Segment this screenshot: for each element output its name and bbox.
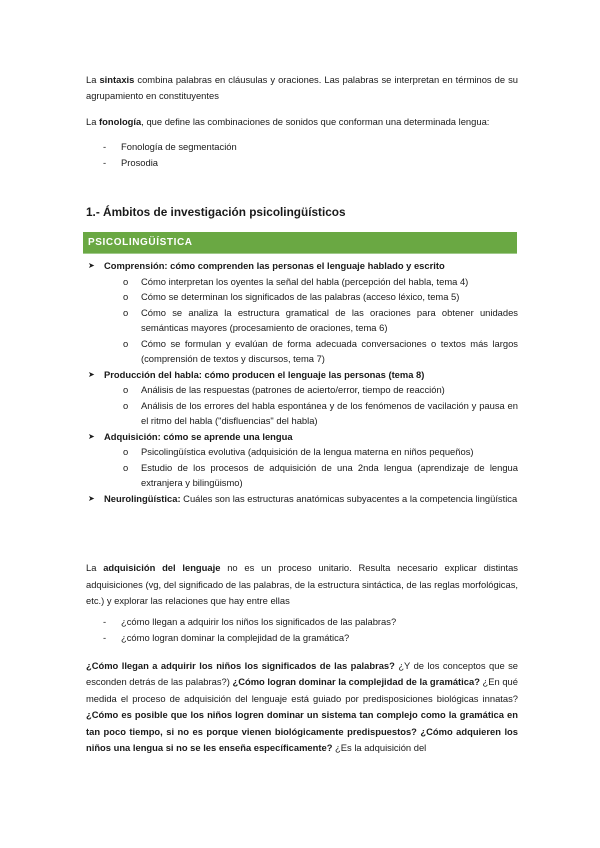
list-item (86, 289, 518, 305)
list-item (86, 274, 518, 290)
sintaxis-text: combina palabras en cláusulas y oraciones. Las palabras se interpretan en términos de su agrupamiento en constituyentes (86, 74, 518, 101)
list-item: - ¿cómo llegan a adquirir los niños los significados de las palabras? (103, 616, 397, 627)
arrow-bullet-icon: ➤ (88, 369, 95, 379)
circle-bullet-icon: o (123, 291, 129, 302)
item-text: Cómo se formulan y evalúan de forma adecuada conversaciones o textos más largos (comprensión de textos y discursos, tema 7) (141, 337, 518, 364)
list-item (86, 460, 518, 491)
circle-bullet-icon: o (123, 275, 129, 287)
adquisicion-paragraph (86, 560, 518, 610)
sintaxis-paragraph (86, 72, 518, 103)
adq-term: adquisición del lenguaje (103, 562, 221, 573)
list-item-comprension (86, 258, 518, 274)
adq-text: no es un proceso unitario. Resulta necesario explicar distintas adquisiciones (vg, del significado de las palabras, de la estructura sintáctica, de las reglas morfológicas, etc.) y explorar las relaciones que hay entre ellas (86, 562, 518, 606)
fonologia-item-text: Prosodia (121, 157, 159, 168)
question-3: ¿Cómo es posible que los niños logren dominar un sistema tan complejo como la gramática en tan poco tiempo, si no es porque vienen biológicamente predispuestos? ¿Cómo adquieren los niños una lengua si no se les enseña específicamente? (86, 709, 518, 754)
adq-lead: La (86, 562, 104, 573)
fonologia-list (86, 139, 506, 171)
psicolinguistica-list (86, 258, 518, 506)
question-1: ¿Cómo llegan a adquirir los niños los significados de las palabras? (86, 660, 395, 671)
neuro-text: Cuáles son las estructuras anatómicas subyacentes a la competencia lingüística (180, 492, 518, 504)
sintaxis-lead: La (86, 74, 100, 85)
list-item (86, 382, 518, 398)
comprension-label: Comprensión: cómo comprenden las personas el lenguaje hablado y escrito (104, 260, 445, 271)
adquisicion-label: Adquisición: cómo se aprende una lengua (104, 430, 293, 442)
list-item (86, 398, 518, 429)
question-2: ¿Cómo logran dominar la complejidad de la gramática? (232, 676, 480, 688)
item-text: Cómo se analiza la estructura gramatical de las oraciones para obtener unidades semánticas mayores (procesamiento de oraciones, tema 6) (141, 306, 518, 333)
sintaxis-term: sintaxis (99, 74, 135, 85)
fonologia-paragraph (86, 114, 518, 130)
circle-bullet-icon: o (123, 399, 129, 411)
list-item-adquisicion (86, 429, 518, 445)
list-item: - Prosodia (103, 157, 159, 168)
produccion-label: Producción del habla: cómo producen el lenguaje las personas (tema 8) (104, 368, 425, 380)
fonologia-lead: La (86, 116, 100, 127)
circle-bullet-icon: o (123, 306, 129, 318)
arrow-bullet-icon: ➤ (88, 431, 95, 441)
adq-item-text: ¿cómo logran dominar la complejidad de la gramática? (121, 632, 350, 643)
list-item-neurolinguistica (86, 491, 518, 507)
question-text-2: ¿En qué medida el proceso de adquisición del lenguaje está guiado por predisposiciones biológicas innatas? (86, 676, 518, 704)
circle-bullet-icon: o (123, 446, 129, 457)
question-text-1: ¿Y de los conceptos que se esconden detrás de las palabras?) (86, 660, 518, 688)
item-text: Psicolingüística evolutiva (adquisición de la lengua materna en niños pequeños) (141, 446, 474, 457)
question-text-3: ¿Es la adquisición del (332, 742, 427, 754)
fonologia-item-text: Fonología de segmentación (121, 141, 237, 152)
neuro-label: Neurolingüística: (104, 492, 181, 504)
list-item: - ¿cómo logran dominar la complejidad de la gramática? (103, 632, 350, 643)
psicolinguistica-banner (83, 232, 517, 254)
item-text: Estudio de los procesos de adquisición de una 2nda lengua (aprendizaje de lengua extranjera y bilingüismo) (141, 461, 518, 488)
list-item (86, 444, 518, 460)
questions-paragraph (86, 658, 518, 756)
item-text: Análisis de los errores del habla espontánea y de los fenómenos de vacilación y pausa en el ritmo del habla ("disfluencias" del habla) (141, 399, 518, 426)
circle-bullet-icon: o (123, 384, 129, 395)
circle-bullet-icon: o (123, 461, 129, 473)
list-item (86, 336, 518, 367)
circle-bullet-icon: o (123, 337, 129, 349)
item-text: Análisis de las respuestas (patrones de acierto/error, tiempo de reacción) (141, 384, 445, 395)
banner-label: PSICOLINGÜÍSTICA (88, 237, 193, 248)
arrow-bullet-icon: ➤ (88, 493, 95, 503)
fonologia-term: fonología (99, 116, 142, 127)
adquisicion-list (86, 614, 506, 646)
section-heading: 1.- Ámbitos de investigación psicolingüísticos (86, 205, 346, 219)
fonologia-text: , que define las combinaciones de sonidos que conforman una determinada lengua: (141, 116, 490, 127)
arrow-bullet-icon: ➤ (88, 261, 95, 270)
adq-item-text: ¿cómo llegan a adquirir los niños los significados de las palabras? (121, 616, 397, 627)
item-text: Cómo interpretan los oyentes la señal del habla (percepción del habla, tema 4) (141, 275, 469, 287)
list-item (86, 305, 518, 336)
item-text: Cómo se determinan los significados de las palabras (acceso léxico, tema 5) (141, 291, 460, 302)
list-item: - Fonología de segmentación (103, 141, 237, 152)
list-item-produccion (86, 367, 518, 383)
